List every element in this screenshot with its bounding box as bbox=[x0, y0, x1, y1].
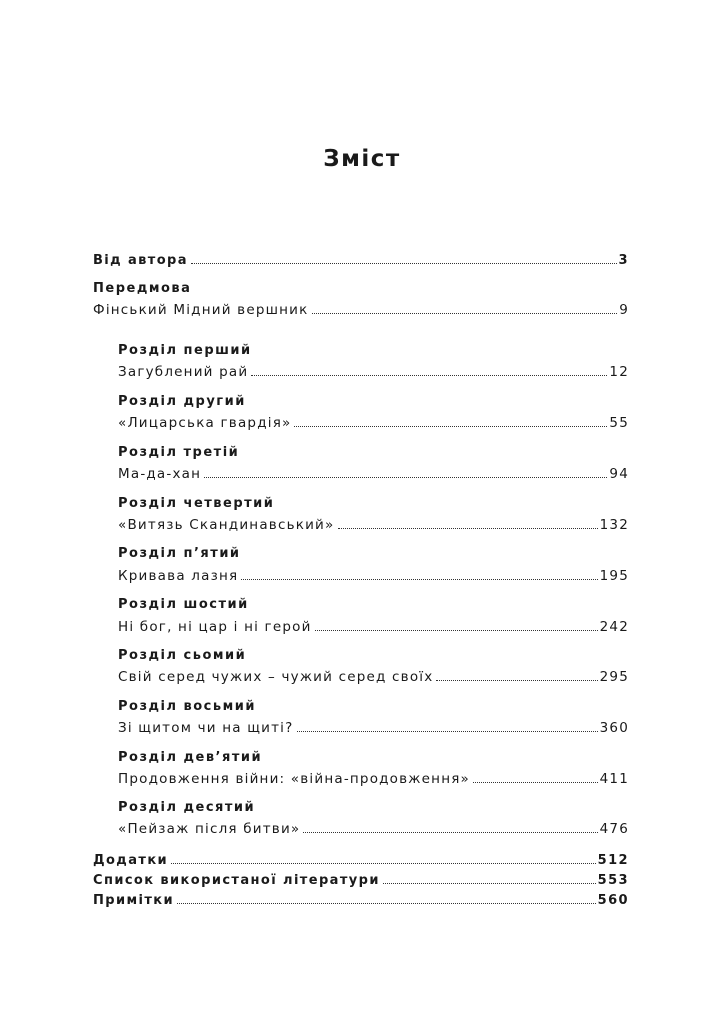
toc-entry-chapter[interactable] bbox=[118, 819, 629, 837]
toc-entry-chapter[interactable] bbox=[118, 515, 629, 533]
toc-entry-intro[interactable] bbox=[93, 250, 629, 268]
toc-entry-page: 553 bbox=[597, 873, 629, 888]
dot-leader bbox=[204, 477, 607, 478]
dot-leader bbox=[383, 883, 596, 884]
chapter-heading: Розділ третій bbox=[118, 445, 240, 460]
toc-entry-chapter[interactable] bbox=[118, 617, 629, 635]
toc-entry-chapter[interactable] bbox=[118, 362, 629, 380]
toc-section-heading-preface: Передмова bbox=[93, 281, 192, 296]
dot-leader bbox=[171, 863, 596, 864]
toc-entry-page: 411 bbox=[599, 771, 629, 787]
chapter-heading: Розділ сьомий bbox=[118, 648, 247, 663]
chapter-heading: Розділ восьмий bbox=[118, 699, 256, 714]
toc-entry-label: Ні бог, ні цар і ні герой bbox=[118, 619, 312, 635]
dot-leader bbox=[473, 782, 598, 783]
dot-leader bbox=[315, 630, 598, 631]
toc-entry-page: 3 bbox=[618, 253, 629, 268]
toc-entry-page: 242 bbox=[599, 619, 629, 635]
dot-leader bbox=[241, 579, 597, 580]
page-title: Зміст bbox=[323, 146, 401, 172]
toc-entry-page: 560 bbox=[597, 893, 629, 908]
toc-entry-chapter[interactable] bbox=[118, 566, 629, 584]
toc-entry-chapter[interactable] bbox=[118, 718, 629, 736]
toc-entry-notes[interactable] bbox=[93, 890, 629, 908]
chapter-heading: Розділ другий bbox=[118, 394, 246, 409]
dot-leader bbox=[177, 903, 596, 904]
toc-entry-page: 195 bbox=[599, 568, 629, 584]
toc-entry-page: 9 bbox=[619, 302, 629, 318]
toc-entry-page: 132 bbox=[599, 517, 629, 533]
toc-entry-page: 94 bbox=[609, 466, 629, 482]
toc-entry-label: Продовження війни: «війна-продовження» bbox=[118, 771, 470, 787]
toc-entry-chapter[interactable] bbox=[118, 667, 629, 685]
toc-entry-page: 360 bbox=[599, 720, 629, 736]
toc-entry-label: Загублений рай bbox=[118, 364, 249, 380]
toc-entry-label: «Лицарська гвардія» bbox=[118, 415, 292, 431]
dot-leader bbox=[436, 680, 597, 681]
toc-entry-label: Додатки bbox=[93, 853, 169, 868]
toc-entry-label: «Пейзаж після битви» bbox=[118, 821, 301, 837]
toc-entry-label: Свій серед чужих – чужий серед своїх bbox=[118, 669, 434, 685]
dot-leader bbox=[312, 313, 618, 314]
toc-entry-label: «Витязь Скандинавський» bbox=[118, 517, 335, 533]
toc-entry-chapter[interactable] bbox=[118, 769, 629, 787]
chapter-heading: Розділ четвертий bbox=[118, 496, 275, 511]
toc-entry-chapter[interactable] bbox=[118, 464, 629, 482]
toc-entry-label: Кривава лазня bbox=[118, 568, 239, 584]
chapter-heading: Розділ шостий bbox=[118, 597, 249, 612]
toc-entry-page: 295 bbox=[599, 669, 629, 685]
toc-entry-label: Зі щитом чи на щиті? bbox=[118, 720, 294, 736]
toc-entry-page: 12 bbox=[609, 364, 629, 380]
toc-entry-appendices[interactable] bbox=[93, 850, 629, 868]
chapter-heading: Розділ перший bbox=[118, 343, 252, 358]
toc-entry-label: Примітки bbox=[93, 893, 175, 908]
toc-entry-chapter[interactable] bbox=[118, 413, 629, 431]
chapter-heading: Розділ п’ятий bbox=[118, 546, 241, 561]
toc-entry-preface[interactable] bbox=[93, 300, 629, 318]
toc-entry-label: Від автора bbox=[93, 253, 188, 268]
toc-entry-label: Список використаної літератури bbox=[93, 873, 380, 888]
dot-leader bbox=[251, 375, 607, 376]
chapter-heading: Розділ дев’ятий bbox=[118, 750, 263, 765]
dot-leader bbox=[294, 426, 607, 427]
toc-entry-page: 55 bbox=[609, 415, 629, 431]
dot-leader bbox=[191, 263, 617, 264]
toc-entry-label: Фінський Мідний вершник bbox=[93, 302, 309, 318]
dot-leader bbox=[297, 731, 598, 732]
dot-leader bbox=[338, 528, 598, 529]
toc-entry-bibliography[interactable] bbox=[93, 870, 629, 888]
toc-entry-page: 512 bbox=[597, 853, 629, 868]
toc-entry-page: 476 bbox=[599, 821, 629, 837]
chapter-heading: Розділ десятий bbox=[118, 800, 256, 815]
toc-entry-label: Ма-да-хан bbox=[118, 466, 202, 482]
dot-leader bbox=[303, 832, 597, 833]
